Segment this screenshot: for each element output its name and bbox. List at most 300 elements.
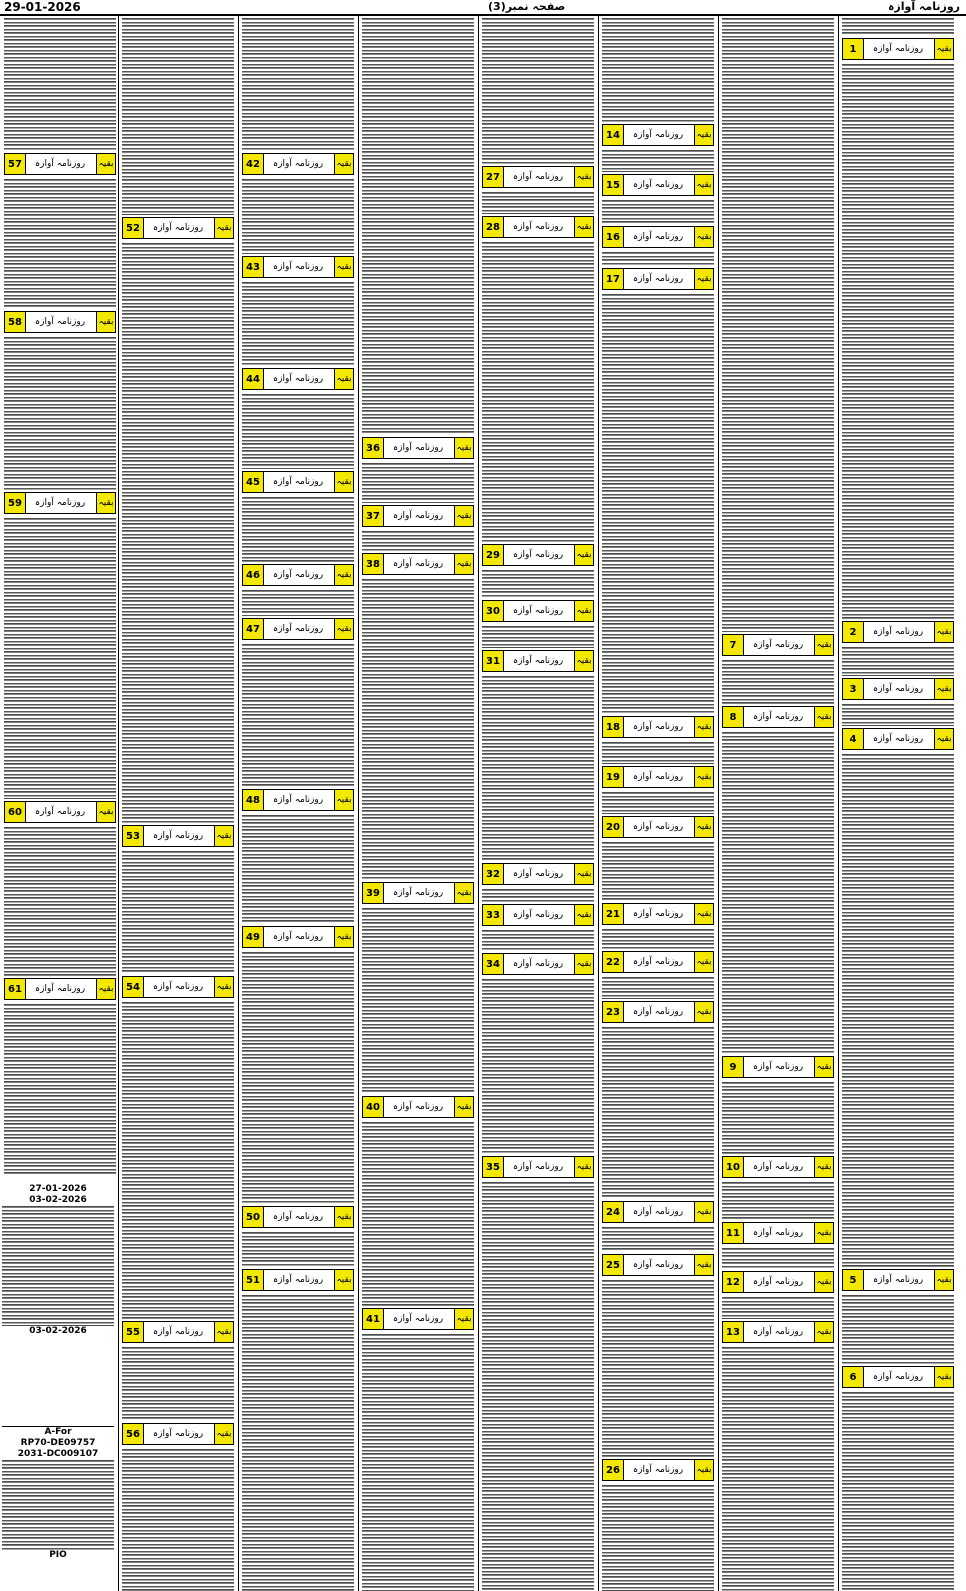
box-label: روزنامہ آوازہ	[152, 223, 204, 233]
column-rule	[838, 16, 839, 1591]
continued-box-46	[242, 564, 354, 586]
box-tag: بقیہ	[96, 154, 115, 174]
box-number: 48	[243, 790, 264, 810]
box-label: روزنامہ آوازہ	[152, 831, 204, 841]
article-text-block	[722, 732, 834, 1054]
article-text-block	[242, 590, 354, 616]
continued-box-47	[242, 618, 354, 640]
box-number: 31	[483, 651, 504, 671]
box-label: روزنامہ آوازہ	[152, 1327, 204, 1337]
box-tag: بقیہ	[334, 790, 353, 810]
article-text-block	[242, 282, 354, 366]
article-text-block	[4, 18, 116, 151]
continued-box-8	[722, 706, 834, 728]
box-number: 44	[243, 369, 264, 389]
box-tag: بقیہ	[574, 905, 593, 925]
continued-box-14	[602, 124, 714, 146]
box-number: 6	[843, 1367, 864, 1387]
box-tag: بقیہ	[574, 651, 593, 671]
box-number: 3	[843, 679, 864, 699]
article-text-block	[122, 1002, 234, 1319]
issue-date: 29-01-2026	[4, 0, 81, 14]
continued-box-43	[242, 256, 354, 278]
box-number: 59	[5, 493, 26, 513]
ref-code: A-For	[44, 1427, 72, 1437]
box-label: روزنامہ آوازہ	[272, 624, 324, 634]
continued-box-45	[242, 471, 354, 493]
notice-deadline: 03-02-2026	[29, 1326, 87, 1336]
box-tag: بقیہ	[214, 1322, 233, 1342]
article-text-block	[602, 742, 714, 764]
article-text-block	[482, 1182, 594, 1591]
article-text-block	[242, 18, 354, 151]
continued-box-41	[362, 1308, 474, 1330]
continued-box-2	[842, 621, 954, 643]
continued-box-42	[242, 153, 354, 175]
box-label: روزنامہ آوازہ	[512, 1162, 564, 1172]
article-text-block	[122, 1347, 234, 1421]
column-rule	[118, 16, 119, 1591]
box-number: 46	[243, 565, 264, 585]
article-text-block	[602, 842, 714, 901]
box-number: 23	[603, 1002, 624, 1022]
box-number: 29	[483, 545, 504, 565]
article-text-block	[482, 930, 594, 951]
box-tag: بقیہ	[814, 1157, 833, 1177]
box-number: 16	[603, 227, 624, 247]
box-number: 51	[243, 1270, 264, 1290]
box-number: 4	[843, 729, 864, 749]
article-text-block	[482, 242, 594, 542]
continued-box-18	[602, 716, 714, 738]
box-label: روزنامہ آوازہ	[872, 684, 924, 694]
article-text-block	[722, 660, 834, 704]
box-number: 36	[363, 438, 384, 458]
box-tag: بقیہ	[694, 952, 713, 972]
box-label: روزنامہ آوازہ	[752, 1062, 804, 1072]
box-tag: بقیہ	[694, 175, 713, 195]
article-text-block	[4, 518, 116, 799]
box-tag: بقیہ	[454, 506, 473, 526]
box-tag: بقیہ	[574, 545, 593, 565]
continued-box-29	[482, 544, 594, 566]
continued-box-12	[722, 1271, 834, 1293]
continued-box-58	[4, 311, 116, 333]
continued-box-6	[842, 1366, 954, 1388]
article-text-block	[602, 792, 714, 814]
box-tag: بقیہ	[814, 635, 833, 655]
notice-date-start: 27-01-2026	[29, 1184, 87, 1194]
box-number: 12	[723, 1272, 744, 1292]
box-number: 34	[483, 954, 504, 974]
article-text-block	[4, 827, 116, 976]
box-tag: بقیہ	[454, 1097, 473, 1117]
continued-box-22	[602, 951, 714, 973]
article-text-block	[242, 644, 354, 787]
box-number: 49	[243, 927, 264, 947]
box-label: روزنامہ آوازہ	[512, 959, 564, 969]
box-tag: بقیہ	[814, 1223, 833, 1243]
continued-box-51	[242, 1269, 354, 1291]
continued-box-15	[602, 174, 714, 196]
continued-box-35	[482, 1156, 594, 1178]
box-tag: بقیہ	[814, 1322, 833, 1342]
box-number: 27	[483, 167, 504, 187]
box-number: 1	[843, 39, 864, 59]
box-label: روزنامہ آوازہ	[632, 1207, 684, 1217]
box-number: 17	[603, 269, 624, 289]
box-tag: بقیہ	[96, 493, 115, 513]
box-tag: بقیہ	[934, 622, 953, 642]
box-number: 25	[603, 1255, 624, 1275]
box-tag: بقیہ	[934, 1367, 953, 1387]
box-number: 5	[843, 1270, 864, 1290]
box-tag: بقیہ	[96, 802, 115, 822]
box-tag: بقیہ	[694, 767, 713, 787]
box-tag: بقیہ	[814, 707, 833, 727]
box-label: روزنامہ آوازہ	[272, 795, 324, 805]
column-rule	[478, 16, 479, 1591]
box-number: 11	[723, 1223, 744, 1243]
continued-box-32	[482, 863, 594, 885]
article-text-block	[602, 1485, 714, 1591]
box-label: روزنامہ آوازہ	[632, 1260, 684, 1270]
box-number: 61	[5, 979, 26, 999]
column-rule	[238, 16, 239, 1591]
article-text-block	[4, 337, 116, 490]
box-label: روزنامہ آوازہ	[632, 1007, 684, 1017]
box-label: روزنامہ آوازہ	[752, 712, 804, 722]
article-text-block	[242, 1295, 354, 1591]
continued-box-37	[362, 505, 474, 527]
box-number: 39	[363, 883, 384, 903]
tender-notice	[2, 1184, 114, 1404]
box-label: روزنامہ آوازہ	[512, 869, 564, 879]
article-text-block	[362, 908, 474, 1094]
continued-box-44	[242, 368, 354, 390]
box-label: روزنامہ آوازہ	[272, 374, 324, 384]
article-text-block	[122, 851, 234, 974]
box-label: روزنامہ آوازہ	[272, 477, 324, 487]
box-number: 14	[603, 125, 624, 145]
continued-box-20	[602, 816, 714, 838]
article-text-block	[362, 18, 474, 435]
box-tag: بقیہ	[454, 883, 473, 903]
box-number: 26	[603, 1460, 624, 1480]
box-tag: بقیہ	[214, 826, 233, 846]
ad-notice	[2, 1426, 114, 1587]
box-tag: بقیہ	[334, 565, 353, 585]
box-number: 60	[5, 802, 26, 822]
box-tag: بقیہ	[574, 217, 593, 237]
box-label: روزنامہ آوازہ	[34, 159, 86, 169]
continued-box-39	[362, 882, 474, 904]
box-label: روزنامہ آوازہ	[34, 984, 86, 994]
continued-box-38	[362, 553, 474, 575]
box-number: 58	[5, 312, 26, 332]
box-label: روزنامہ آوازہ	[872, 627, 924, 637]
article-text-block	[722, 1182, 834, 1220]
box-number: 40	[363, 1097, 384, 1117]
box-number: 18	[603, 717, 624, 737]
continued-box-25	[602, 1254, 714, 1276]
article-text-block	[242, 179, 354, 254]
box-label: روزنامہ آوازہ	[272, 570, 324, 580]
box-number: 43	[243, 257, 264, 277]
box-number: 21	[603, 904, 624, 924]
box-tag: بقیہ	[694, 1002, 713, 1022]
article-text-block	[602, 977, 714, 999]
article-text-block	[122, 243, 234, 823]
box-tag: بقیہ	[574, 1157, 593, 1177]
continued-box-9	[722, 1056, 834, 1078]
article-text-block	[362, 1334, 474, 1591]
box-tag: بقیہ	[454, 554, 473, 574]
box-tag: بقیہ	[454, 438, 473, 458]
box-number: 37	[363, 506, 384, 526]
continued-box-5	[842, 1269, 954, 1291]
article-text-block	[842, 704, 954, 726]
box-label: روزنامہ آوازہ	[632, 722, 684, 732]
box-number: 50	[243, 1207, 264, 1227]
article-text-block	[362, 463, 474, 503]
article-text-block	[362, 1122, 474, 1306]
article-text-block	[842, 1295, 954, 1364]
continued-box-50	[242, 1206, 354, 1228]
pio-code: PIO	[49, 1550, 67, 1560]
continued-box-53	[122, 825, 234, 847]
box-number: 2	[843, 622, 864, 642]
article-text-block	[242, 952, 354, 1204]
box-number: 32	[483, 864, 504, 884]
box-tag: بقیہ	[934, 729, 953, 749]
box-tag: بقیہ	[934, 1270, 953, 1290]
box-label: روزنامہ آوازہ	[512, 606, 564, 616]
box-number: 53	[123, 826, 144, 846]
box-label: روزنامہ آوازہ	[152, 1429, 204, 1439]
page-header	[0, 0, 966, 16]
article-text-block	[482, 570, 594, 598]
box-tag: بقیہ	[334, 154, 353, 174]
box-tag: بقیہ	[334, 472, 353, 492]
box-number: 35	[483, 1157, 504, 1177]
box-label: روزنامہ آوازہ	[752, 1327, 804, 1337]
continued-box-23	[602, 1001, 714, 1023]
box-tag: بقیہ	[334, 257, 353, 277]
article-text-block	[482, 889, 594, 902]
box-label: روزنامہ آوازہ	[512, 910, 564, 920]
box-label: روزنامہ آوازہ	[392, 559, 444, 569]
box-number: 33	[483, 905, 504, 925]
continued-box-34	[482, 953, 594, 975]
ad-notice-text	[2, 1460, 114, 1550]
box-label: روزنامہ آوازہ	[34, 498, 86, 508]
ref-code: 2031-DC009107	[17, 1449, 99, 1459]
continued-box-57	[4, 153, 116, 175]
article-text-block	[722, 1248, 834, 1269]
box-tag: بقیہ	[334, 619, 353, 639]
box-label: روزنامہ آوازہ	[872, 1372, 924, 1382]
box-number: 42	[243, 154, 264, 174]
box-tag: بقیہ	[454, 1309, 473, 1329]
box-tag: بقیہ	[934, 39, 953, 59]
box-label: روزنامہ آوازہ	[632, 909, 684, 919]
article-text-block	[842, 754, 954, 1267]
box-label: روزنامہ آوازہ	[872, 44, 924, 54]
article-text-block	[242, 815, 354, 924]
box-number: 38	[363, 554, 384, 574]
box-tag: بقیہ	[96, 979, 115, 999]
article-text-block	[4, 1004, 116, 1176]
box-label: روزنامہ آوازہ	[272, 1212, 324, 1222]
box-tag: بقیہ	[694, 1460, 713, 1480]
continued-box-27	[482, 166, 594, 188]
continued-box-31	[482, 650, 594, 672]
article-text-block	[602, 252, 714, 266]
article-text-block	[482, 18, 594, 164]
box-label: روزنامہ آوازہ	[632, 274, 684, 284]
article-text-block	[842, 1392, 954, 1591]
box-label: روزنامہ آوازہ	[272, 1275, 324, 1285]
box-number: 10	[723, 1157, 744, 1177]
box-tag: بقیہ	[574, 864, 593, 884]
box-label: روزنامہ آوازہ	[392, 443, 444, 453]
article-text-block	[482, 626, 594, 648]
article-text-block	[602, 1027, 714, 1199]
box-tag: بقیہ	[814, 1057, 833, 1077]
article-text-block	[122, 18, 234, 215]
article-text-block	[602, 18, 714, 122]
continued-box-28	[482, 216, 594, 238]
article-text-block	[122, 1449, 234, 1591]
article-text-block	[4, 179, 116, 309]
box-tag: بقیہ	[694, 817, 713, 837]
article-text-block	[602, 200, 714, 224]
continued-box-17	[602, 268, 714, 290]
box-tag: بقیہ	[334, 927, 353, 947]
article-text-block	[842, 647, 954, 676]
box-label: روزنامہ آوازہ	[392, 888, 444, 898]
continued-box-24	[602, 1201, 714, 1223]
box-number: 41	[363, 1309, 384, 1329]
box-tag: بقیہ	[814, 1272, 833, 1292]
continued-box-19	[602, 766, 714, 788]
box-label: روزنامہ آوازہ	[272, 262, 324, 272]
continued-box-7	[722, 634, 834, 656]
box-label: روزنامہ آوازہ	[392, 1102, 444, 1112]
box-label: روزنامہ آوازہ	[752, 1162, 804, 1172]
continued-box-56	[122, 1423, 234, 1445]
continued-box-10	[722, 1156, 834, 1178]
box-label: روزنامہ آوازہ	[512, 172, 564, 182]
box-label: روزنامہ آوازہ	[152, 982, 204, 992]
continued-box-54	[122, 976, 234, 998]
article-text-block	[602, 150, 714, 172]
article-text-block	[362, 531, 474, 551]
box-tag: بقیہ	[694, 1202, 713, 1222]
article-text-block	[482, 676, 594, 861]
box-tag: بقیہ	[694, 269, 713, 289]
box-tag: بقیہ	[96, 312, 115, 332]
continued-box-4	[842, 728, 954, 750]
continued-box-30	[482, 600, 594, 622]
column-rule	[718, 16, 719, 1591]
article-text-block	[842, 64, 954, 619]
masthead-title: روزنامہ آوازہ	[887, 0, 960, 13]
column-rule	[358, 16, 359, 1591]
notice-text	[2, 1206, 114, 1326]
box-tag: بقیہ	[694, 227, 713, 247]
column-rule	[598, 16, 599, 1591]
box-number: 28	[483, 217, 504, 237]
box-label: روزنامہ آوازہ	[512, 222, 564, 232]
box-label: روزنامہ آوازہ	[272, 932, 324, 942]
box-number: 57	[5, 154, 26, 174]
box-number: 56	[123, 1424, 144, 1444]
box-label: روزنامہ آوازہ	[34, 317, 86, 327]
box-number: 19	[603, 767, 624, 787]
box-label: روزنامہ آوازہ	[872, 734, 924, 744]
continued-box-61	[4, 978, 116, 1000]
box-label: روزنامہ آوازہ	[872, 1275, 924, 1285]
continued-box-11	[722, 1222, 834, 1244]
article-text-block	[722, 18, 834, 632]
box-label: روزنامہ آوازہ	[632, 1465, 684, 1475]
box-tag: بقیہ	[694, 125, 713, 145]
continued-box-33	[482, 904, 594, 926]
continued-box-21	[602, 903, 714, 925]
box-number: 24	[603, 1202, 624, 1222]
notice-date-end: 03-02-2026	[29, 1195, 87, 1205]
box-tag: بقیہ	[574, 954, 593, 974]
box-tag: بقیہ	[334, 1207, 353, 1227]
article-text-block	[602, 1227, 714, 1252]
box-tag: بقیہ	[334, 369, 353, 389]
continued-box-1	[842, 38, 954, 60]
continued-box-3	[842, 678, 954, 700]
ref-code: RP70-DE09757	[20, 1438, 96, 1448]
box-number: 9	[723, 1057, 744, 1077]
box-number: 8	[723, 707, 744, 727]
continued-box-55	[122, 1321, 234, 1343]
article-text-block	[722, 1347, 834, 1591]
continued-box-48	[242, 789, 354, 811]
box-number: 55	[123, 1322, 144, 1342]
box-label: روزنامہ آوازہ	[752, 1277, 804, 1287]
page-number: صفحہ نمبر(3)	[488, 0, 566, 13]
box-label: روزنامہ آوازہ	[512, 550, 564, 560]
continued-box-52	[122, 217, 234, 239]
box-label: روزنامہ آوازہ	[752, 1228, 804, 1238]
box-tag: بقیہ	[694, 904, 713, 924]
article-text-block	[602, 1280, 714, 1457]
box-tag: بقیہ	[934, 679, 953, 699]
continued-box-36	[362, 437, 474, 459]
box-tag: بقیہ	[214, 977, 233, 997]
box-number: 30	[483, 601, 504, 621]
box-label: روزنامہ آوازہ	[752, 640, 804, 650]
article-text-block	[722, 1297, 834, 1319]
article-text-block	[242, 497, 354, 562]
box-number: 7	[723, 635, 744, 655]
box-label: روزنامہ آوازہ	[392, 1314, 444, 1324]
box-label: روزنامہ آوازہ	[632, 957, 684, 967]
box-label: روزنامہ آوازہ	[34, 807, 86, 817]
box-label: روزنامہ آوازہ	[632, 232, 684, 242]
article-text-block	[242, 394, 354, 469]
box-tag: بقیہ	[574, 601, 593, 621]
box-label: روزنامہ آوازہ	[632, 772, 684, 782]
